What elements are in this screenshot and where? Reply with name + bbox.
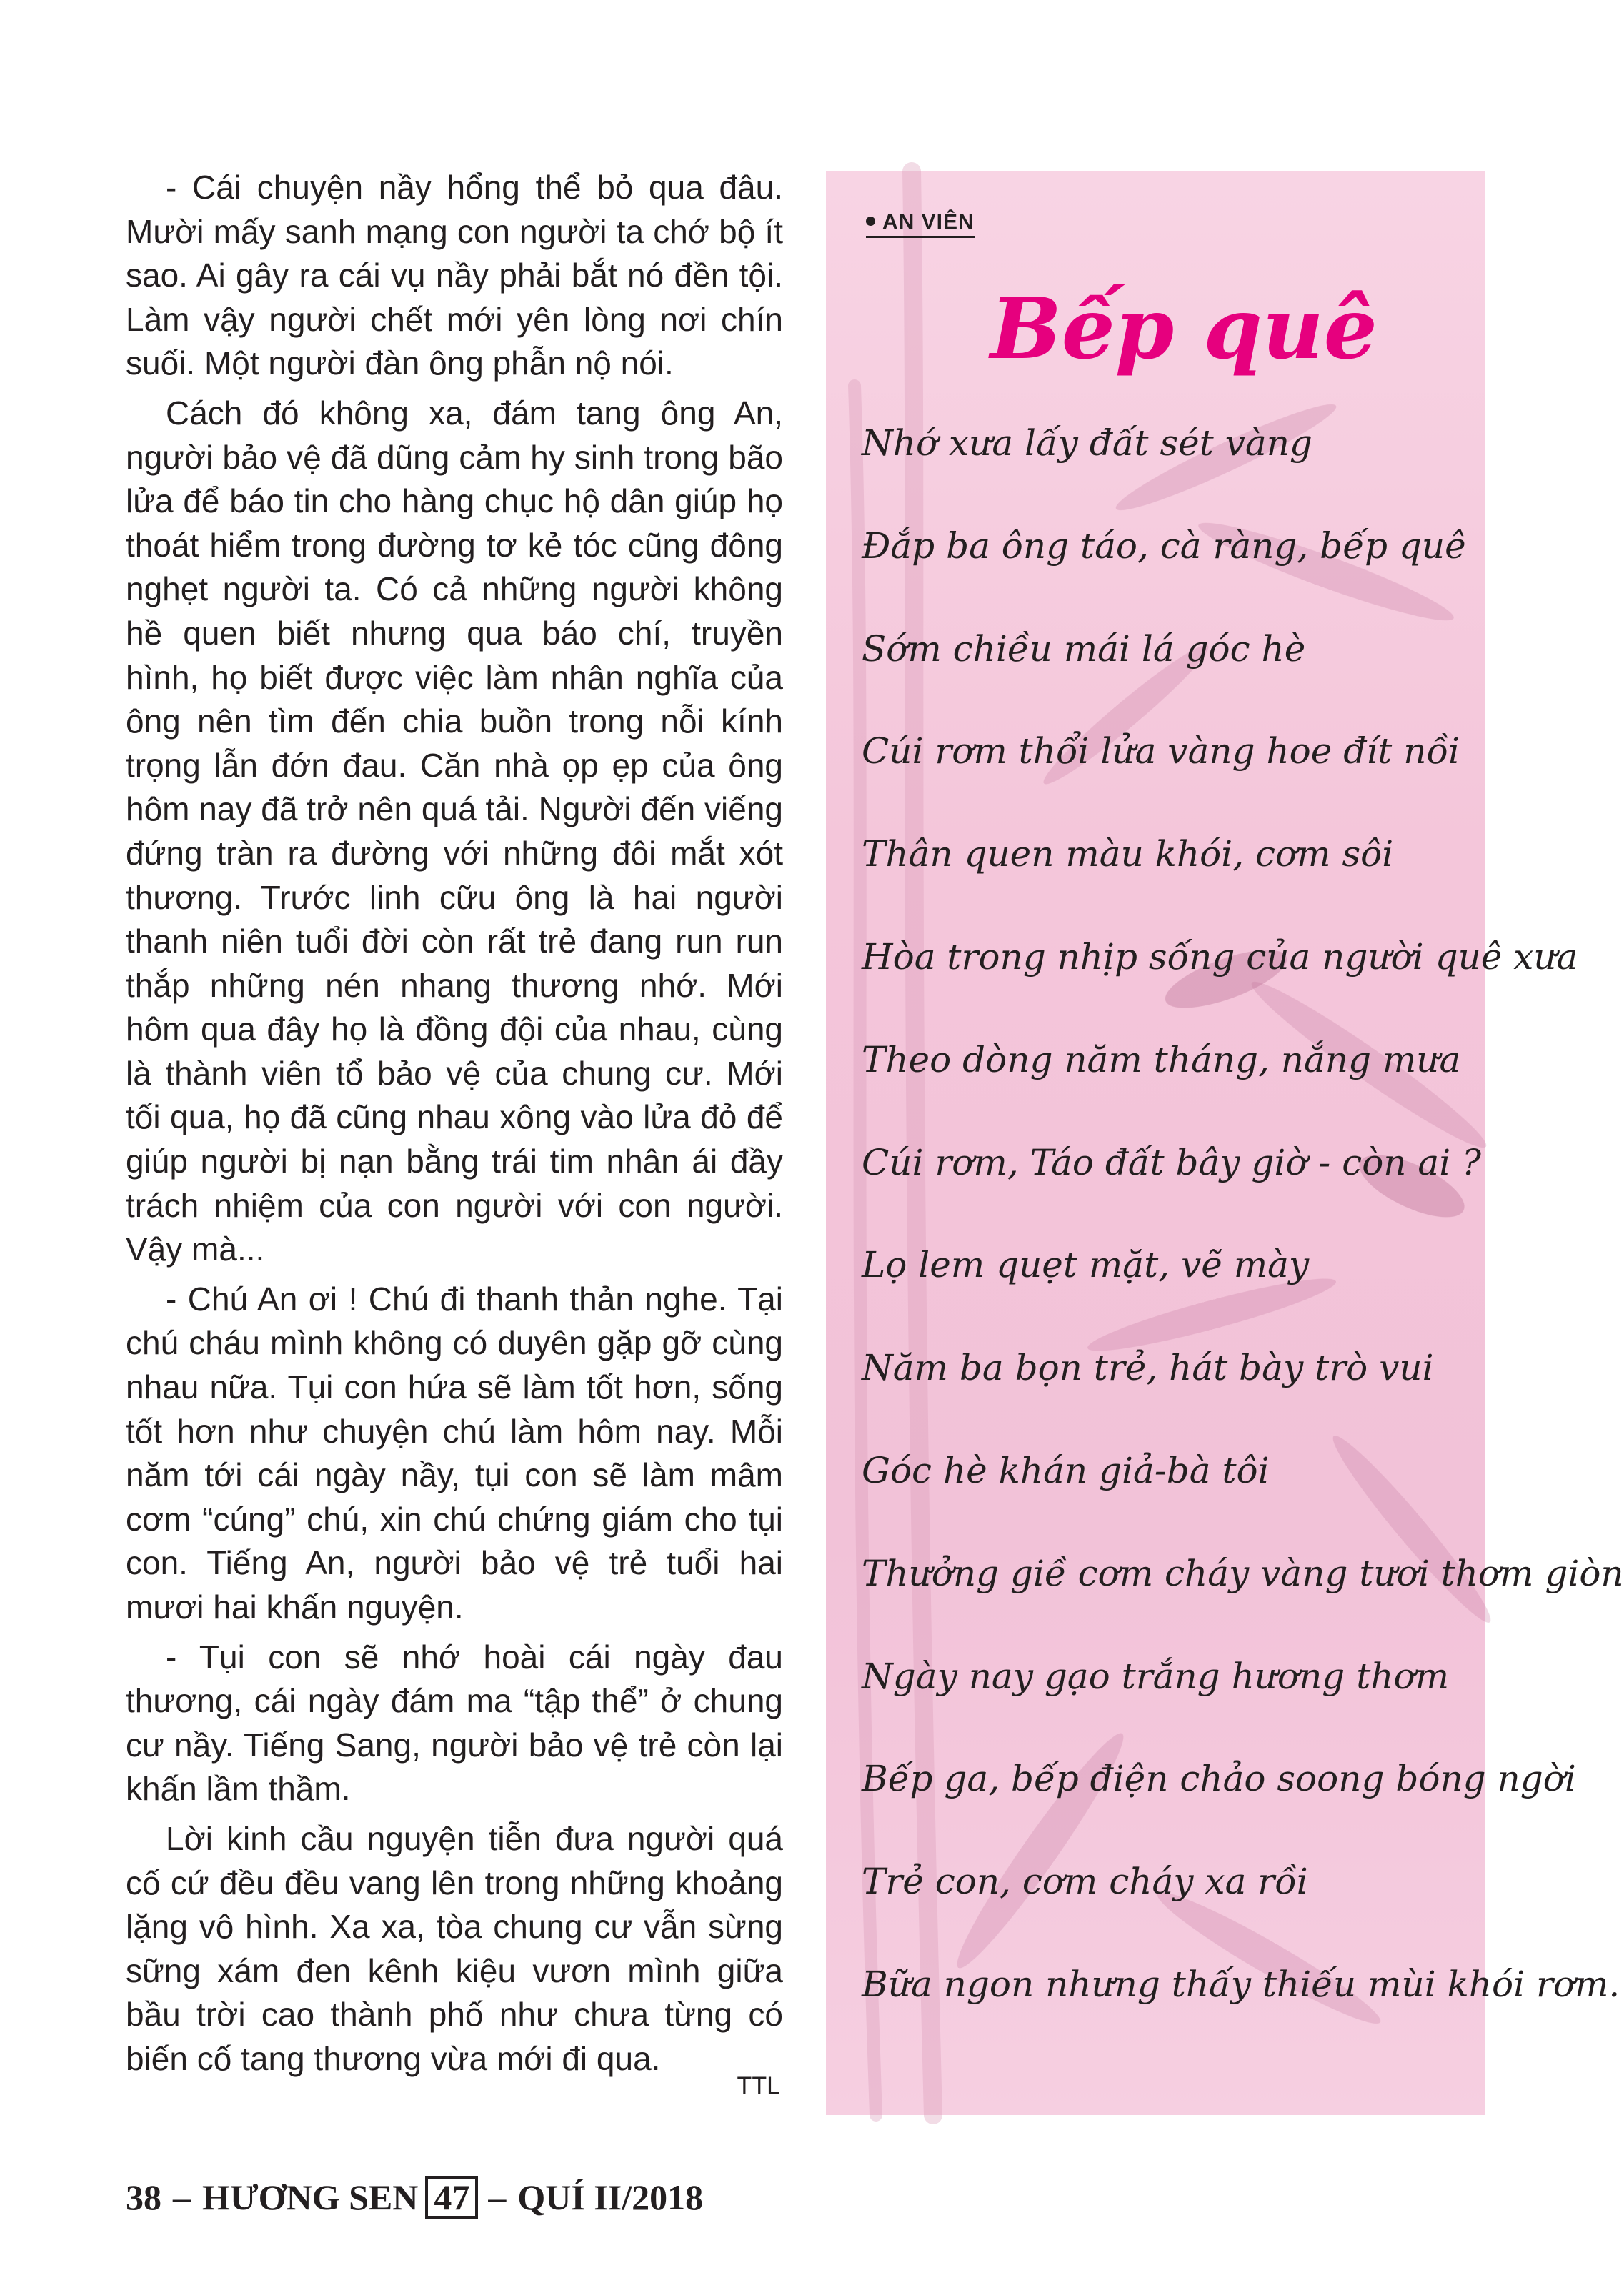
poem-line: Thân quen màu khói, cơm sôi: [862, 833, 1394, 875]
poem-line: Bữa ngon nhưng thấy thiếu mùi khói rơm.: [862, 1963, 1620, 2005]
article-paragraph: - Chú An ơi ! Chú đi thanh thản nghe. Tại chú cháu mình không có duyên gặp gỡ cùng nhau nữa. Tụi con hứa sẽ làm tốt hơn, sống tốt hơn như chuyện chú làm hôm nay. Mỗi năm tới cái ngày nầy, tụi con sẽ làm mâm cơm “cúng” chú, xin chú chứng giám cho tụi con. Tiếng An, người bảo vệ trẻ tuổi hai mươi hai khấn nguyện.: [126, 1280, 783, 1626]
article-paragraph: Cách đó không xa, đám tang ông An, người bảo vệ đã dũng cảm hy sinh trong bão lửa để báo tin cho hàng chục hộ dân giúp họ thoát hiểm trong đường tơ kẻ tóc cũng đông nghẹt người ta. Có cả những người không hề quen biết nhưng qua báo chí, truyền hình, họ biết được việc làm nhân nghĩa của ông nên tìm đến chia buồn trong nỗi kính trọng lẫn đớn đau. Căn nhà ọp ẹp của ông hôm nay đã trở nên quá tải. Người đến viếng đứng tràn ra đường với những đôi mắt xót thương. Trước linh cữu ông là hai người thanh niên tuổi đời còn rất trẻ đang run run thắp những nén nhang thương nhớ. Mới hôm qua đây họ là đồng đội của nhau, cùng là thành viên tổ bảo vệ của chung cư. Mới tối qua, họ đã cũng nhau xông vào lửa đỏ để giúp người bị nạn bằng trái tim nhân ái đầy trách nhiệm của con người với con người. Vậy mà...: [126, 394, 783, 1268]
article-paragraph: - Tụi con sẽ nhớ hoài cái ngày đau thương, cái ngày đám ma “tập thể” ở chung cư nầy. Tiếng Sang, người bảo vệ trẻ còn lại khấn lầm thầm.: [126, 1638, 783, 1808]
bullet-icon: [866, 217, 875, 226]
poem-line: Theo dòng năm tháng, nắng mưa: [862, 1038, 1461, 1080]
poem-line: Ngày nay gạo trắng hương thơm: [862, 1655, 1449, 1697]
poem-panel: [826, 171, 1624, 2115]
page-number: 38: [126, 2177, 161, 2217]
poem-line: Lọ lem quẹt mặt, vẽ mày: [862, 1244, 1310, 1286]
issue-number: 47: [425, 2176, 478, 2219]
issue-period: QUÍ II/2018: [517, 2177, 704, 2217]
poem-line: Đắp ba ông táo, cà ràng, bếp quê: [862, 524, 1466, 567]
page-footer: [126, 2172, 703, 2222]
poem-line: Cúi rơm, Táo đất bây giờ - còn ai ?: [862, 1141, 1481, 1183]
poem-line: Nhớ xưa lấy đất sét vàng: [862, 422, 1312, 464]
poem-title: Bếp quê: [990, 279, 1378, 378]
footer-dash: –: [173, 2177, 191, 2217]
poem-author-name: AN VIÊN: [882, 210, 975, 234]
poem-line: Bếp ga, bếp điện chảo soong bóng ngời: [862, 1758, 1576, 1800]
poem-lines: [862, 414, 1624, 2059]
article-paragraph: Lời kinh cầu nguyện tiễn đưa người quá cố cứ đều đều vang lên trong những khoảng lặng vô hình. Xa xa, tòa chung cư vẫn sừng sững xám đen kênh kiệu vươn mình giữa bầu trời cao thành phố như chưa từng có biến cố tang thương vừa mới đi qua.: [126, 1819, 783, 2077]
poem-line: Thưởng giề cơm cháy vàng tươi thơm giòn: [862, 1552, 1624, 1594]
magazine-name: HƯƠNG SEN: [202, 2177, 419, 2217]
footer-dash: –: [488, 2177, 507, 2217]
poem-line: Năm ba bọn trẻ, hát bày trò vui: [862, 1347, 1434, 1389]
article-paragraph: - Cái chuyện nầy hổng thể bỏ qua đâu. Mười mấy sanh mạng con người ta chớ bộ ít sao. Ai gây ra cái vụ nầy phải bắt nó đền tội. Làm vậy người chết mới yên lòng nơi chín suối. Một người đàn ông phẫn nộ nói.: [126, 169, 783, 382]
poem-line: Cúi rơm thổi lửa vàng hoe đít nồi: [862, 730, 1460, 772]
poem-line: Trẻ con, cơm cháy xa rồi: [862, 1861, 1308, 1903]
poem-line: Sớm chiều mái lá góc hè: [862, 627, 1306, 670]
article-body: [126, 166, 783, 2087]
poem-line: Hòa trong nhịp sống của người quê xưa: [862, 935, 1578, 978]
article-signoff: TTL: [737, 2072, 780, 2099]
poem-author: [866, 210, 975, 238]
poem-line: Góc hè khán giả-bà tôi: [862, 1449, 1270, 1491]
